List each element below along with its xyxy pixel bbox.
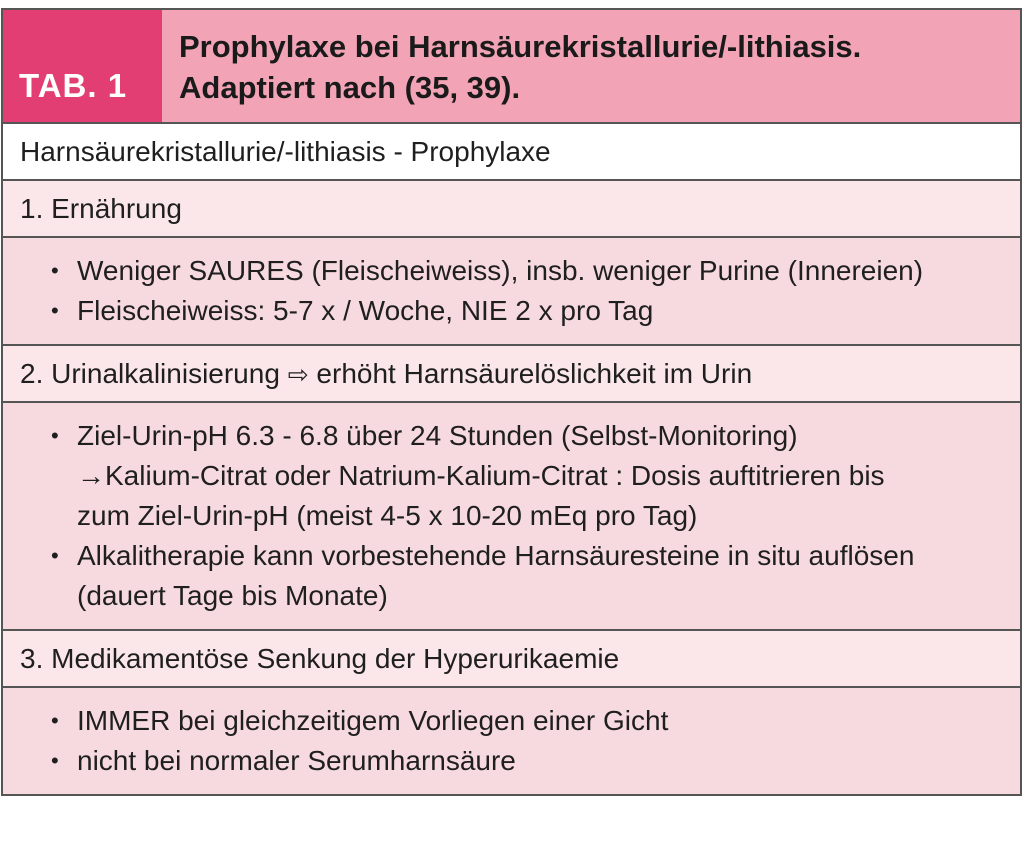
section-2-body-row xyxy=(3,403,1020,631)
section-1-heading-row xyxy=(3,181,1020,238)
table-title-line-1: Prophylaxe bei Harnsäurekristallurie/-lithiasis. xyxy=(179,29,862,64)
bullet-text: Weniger SAURES (Fleischeiweiss), insb. weniger Purine (Innereien) xyxy=(77,255,924,286)
bullet-icon: • xyxy=(51,423,59,448)
section-2-heading-part-a: 2. Urinalkalinisierung xyxy=(20,358,280,389)
list-item xyxy=(51,291,1020,331)
bullet-icon: • xyxy=(51,748,59,773)
tab-number-text: TAB. 1 xyxy=(19,67,128,104)
list-item xyxy=(51,251,1020,291)
bullet-text-line: Alkalitherapie kann vorbestehende Harnsäuresteine in situ auflösen xyxy=(77,540,915,571)
section-1-body-row xyxy=(3,238,1020,346)
list-item xyxy=(51,536,1020,616)
bullet-text: Fleischeiweiss: 5-7 x / Woche, NIE 2 x pro Tag xyxy=(77,295,654,326)
bullet-text-line: →Kalium-Citrat oder Natrium-Kalium-Citrat : Dosis auftitrieren bis xyxy=(77,460,885,491)
table-header xyxy=(3,10,1020,124)
list-item xyxy=(51,701,1020,741)
prophylaxis-table xyxy=(1,8,1022,796)
list-item xyxy=(51,741,1020,781)
section-1-heading: 1. Ernährung xyxy=(20,193,182,224)
section-3-body-row xyxy=(3,688,1020,794)
section-2-heading-row xyxy=(3,346,1020,403)
tab-number-label xyxy=(3,10,162,122)
section-3-heading: 3. Medikamentöse Senkung der Hyperurikaemie xyxy=(20,643,620,674)
bullet-text-line: (dauert Tage bis Monate) xyxy=(77,580,388,611)
table-title-line-2: Adaptiert nach (35, 39). xyxy=(179,70,521,105)
bullet-icon: • xyxy=(51,258,59,283)
bullet-text: nicht bei normaler Serumharnsäure xyxy=(77,745,516,776)
table-topic-row xyxy=(3,124,1020,181)
bullet-text: IMMER bei gleichzeitigem Vorliegen einer Gicht xyxy=(77,705,669,736)
table-title xyxy=(162,10,1020,122)
bullet-text-line: Ziel-Urin-pH 6.3 - 6.8 über 24 Stunden (Selbst-Monitoring) xyxy=(77,420,798,451)
bullet-icon: • xyxy=(51,543,59,568)
section-3-heading-row xyxy=(3,631,1020,688)
list-item xyxy=(51,416,1020,536)
bullet-icon: • xyxy=(51,708,59,733)
right-arrow-icon: ⇨ xyxy=(287,360,309,389)
bullet-text-line: zum Ziel-Urin-pH (meist 4-5 x 10-20 mEq pro Tag) xyxy=(77,500,698,531)
topic-text: Harnsäurekristallurie/-lithiasis - Prophylaxe xyxy=(20,136,551,167)
bullet-icon: • xyxy=(51,298,59,323)
section-2-heading-part-b: erhöht Harnsäurelöslichkeit im Urin xyxy=(316,358,753,389)
